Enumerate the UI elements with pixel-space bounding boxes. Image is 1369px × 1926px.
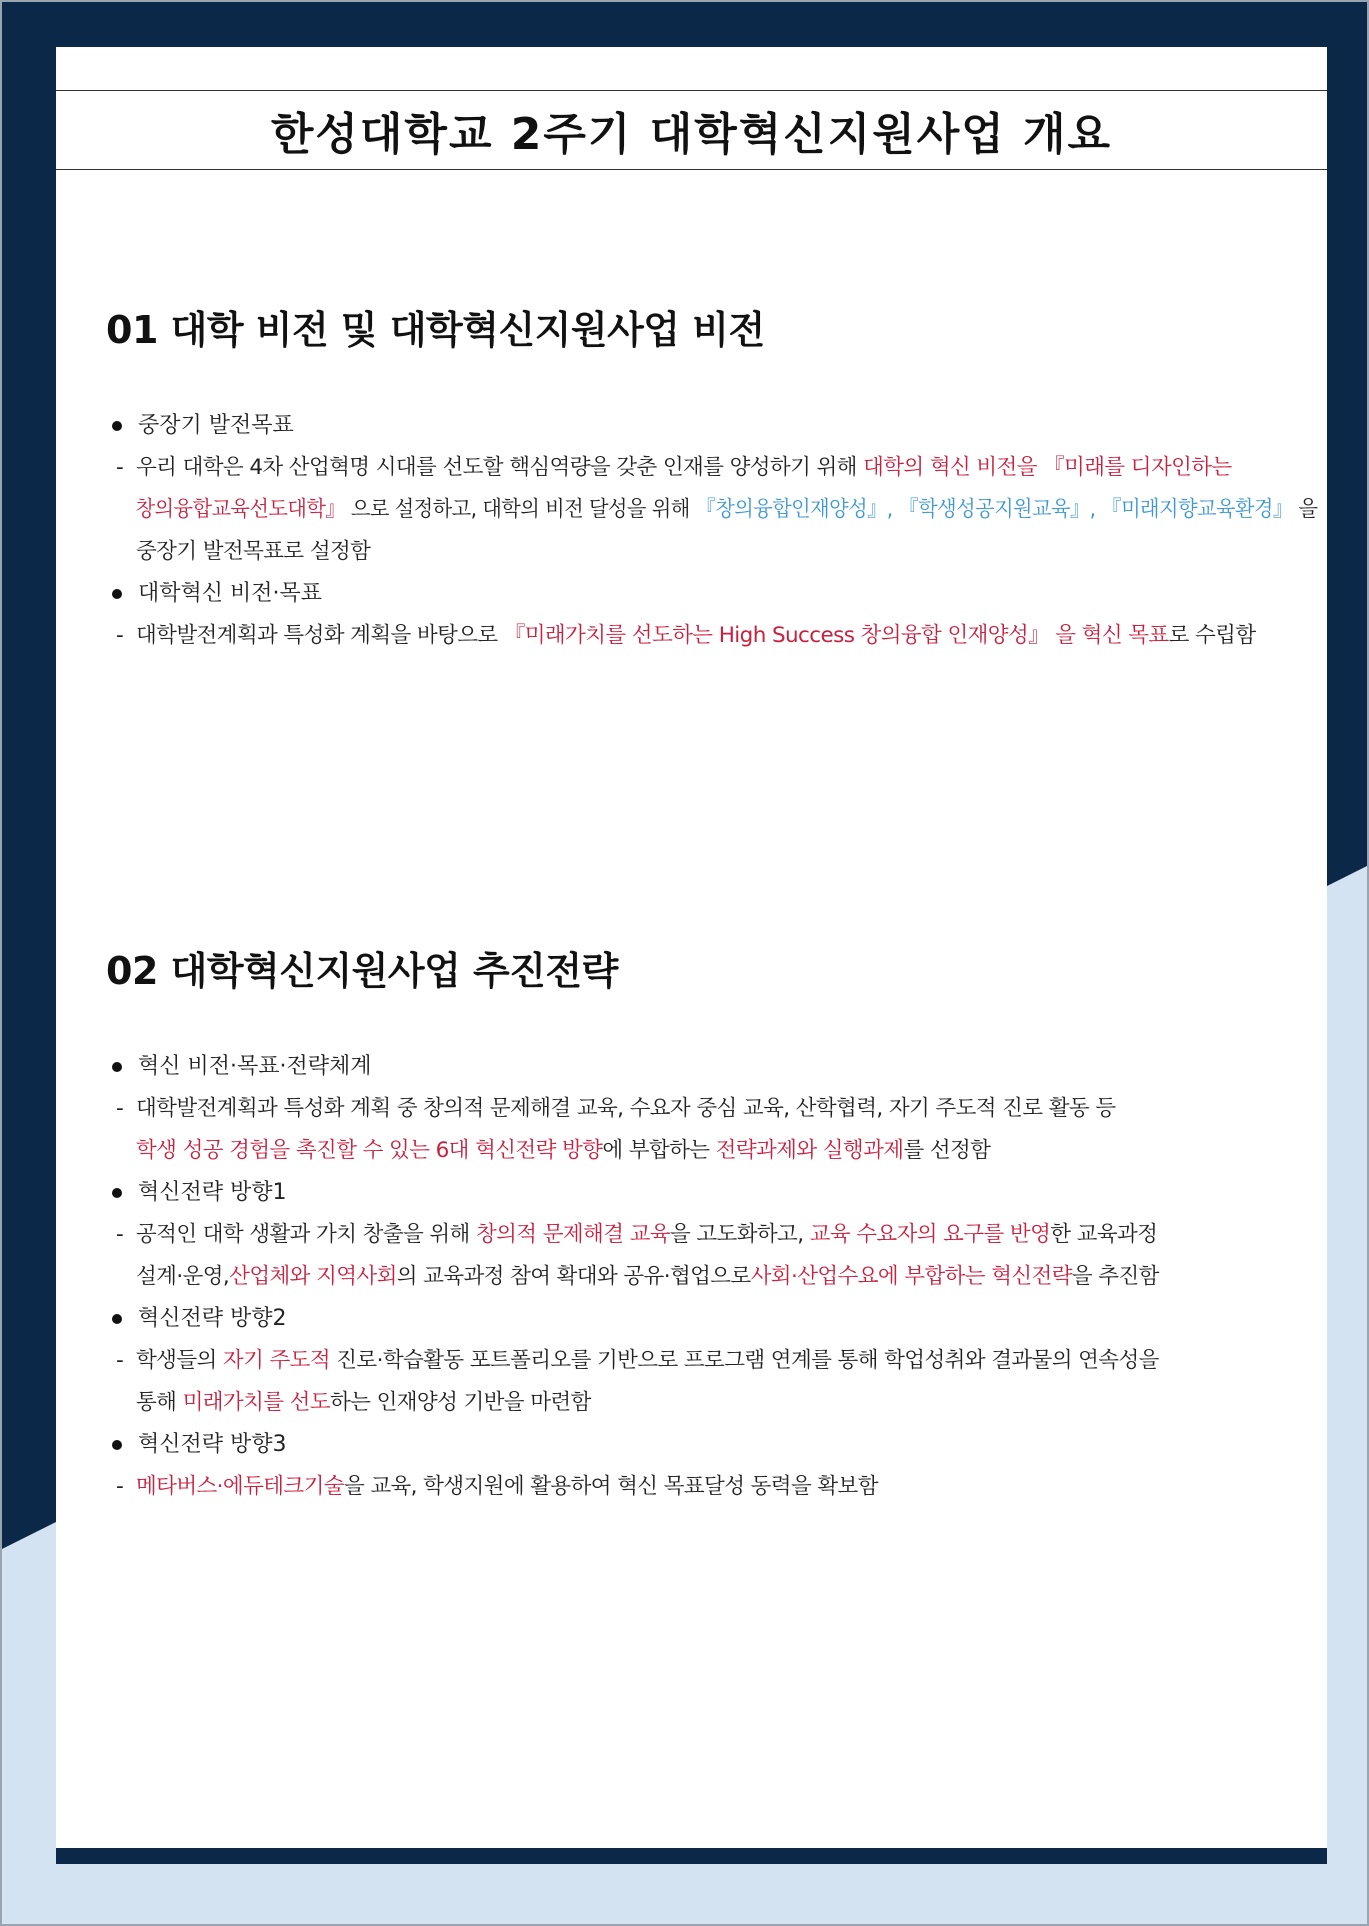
text-run: 에 부합하는 <box>602 1138 716 1163</box>
section-2-paragraph-3 <box>106 1340 1306 1424</box>
dash-marker: - <box>116 1474 124 1499</box>
highlight-text: 전략과제와 실행과제 <box>715 1138 904 1163</box>
paragraph-line: 중장기 발전목표로 설정함 <box>136 539 371 564</box>
text-run: 의 교육과정 참여 확대와 공유·협업으로 <box>396 1264 751 1289</box>
highlight-text: 교육 수요자의 요구를 반영 <box>809 1222 1051 1247</box>
text-run: 학생들의 <box>136 1348 223 1373</box>
text-run: 우리 대학은 4차 산업혁명 시대를 선도할 핵심역량을 갖춘 인재를 양성하기 위해 <box>136 455 864 480</box>
highlight-text: 사회·산업수요에 부합하는 혁신전략 <box>750 1264 1072 1289</box>
paragraph-line <box>128 1130 1306 1172</box>
section-2-bullet-2: 혁신전략 방향1 <box>106 1172 1306 1214</box>
paragraph-line <box>128 489 1318 531</box>
highlight-text-blue: 『창의융합인재양성』, 『학생성공지원교육』, 『미래지향교육환경』 <box>695 497 1293 522</box>
paragraph-line: 대학발전계획과 특성화 계획 중 창의적 문제해결 교육, 수요자 중심 교육, 산학협력, 자기 주도적 진로 활동 등 <box>136 1096 1116 1121</box>
dash-marker: - <box>116 1348 124 1373</box>
text-run: 으로 설정하고, 대학의 비전 달성을 위해 <box>344 497 696 522</box>
highlight-text: 『미래가치를 선도하는 High Success 창의융합 인재양성』 을 혁신 목표 <box>503 623 1169 648</box>
section-1-bullet-2: 대학혁신 비전·목표 <box>106 573 1306 615</box>
highlight-text: 자기 주도적 <box>222 1348 331 1373</box>
paragraph-line <box>128 615 1306 657</box>
section-2-bullet-1: 혁신 비전·목표·전략체계 <box>106 1046 1306 1088</box>
text-run: 공적인 대학 생활과 가치 창출을 위해 <box>136 1222 476 1247</box>
highlight-text: 학생 성공 경험을 촉진할 수 있는 6대 혁신전략 방향 <box>136 1138 603 1163</box>
text-run: 을 교육, 학생지원에 활용하여 혁신 목표달성 동력을 확보함 <box>343 1474 878 1499</box>
text-run: 하는 인재양성 기반을 마련함 <box>330 1390 591 1415</box>
text-run: 을 고도화하고, <box>669 1222 810 1247</box>
text-run: 로 수립함 <box>1168 623 1256 648</box>
title-bar <box>56 90 1327 170</box>
section-1-paragraph-2 <box>106 615 1306 657</box>
paragraph-line <box>128 1214 1306 1256</box>
paragraph-line <box>128 1340 1306 1382</box>
highlight-text: 창의융합교육선도대학』 <box>135 497 345 522</box>
document-page <box>56 47 1327 1854</box>
text-run: 을 추진함 <box>1071 1264 1159 1289</box>
highlight-text: 메타버스·에듀테크기술 <box>136 1474 344 1499</box>
text-run: 진로·학습활동 포트폴리오를 기반으로 프로그램 연계를 통해 학업성취와 결과물의 연속성을 <box>330 1348 1159 1373</box>
section-1-body <box>106 405 1318 657</box>
text-run: 한 교육과정 <box>1050 1222 1158 1247</box>
dash-marker: - <box>116 1096 124 1121</box>
dash-marker: - <box>116 623 124 648</box>
text-run: 통해 <box>136 1390 183 1415</box>
paragraph-line <box>128 1466 1306 1508</box>
highlight-text: 대학의 혁신 비전을 『미래를 디자인하는 <box>863 455 1232 480</box>
section-2-bullet-4: 혁신전략 방향3 <box>106 1424 1306 1466</box>
text-run: 를 선정함 <box>903 1138 991 1163</box>
paragraph-line <box>128 1256 1306 1298</box>
text-run: 을 <box>1292 497 1318 522</box>
section-2-heading: 02 대학혁신지원사업 추진전략 <box>106 949 618 993</box>
paragraph-line <box>128 1382 1306 1424</box>
text-run: 설계·운영, <box>136 1264 230 1289</box>
section-1-paragraph-1 <box>106 447 1318 573</box>
dash-marker: - <box>116 1222 124 1247</box>
paragraph-line <box>128 447 1306 489</box>
section-2-bullet-3: 혁신전략 방향2 <box>106 1298 1306 1340</box>
section-1-heading: 01 대학 비전 및 대학혁신지원사업 비전 <box>106 308 765 352</box>
text-run: 대학발전계획과 특성화 계획을 바탕으로 <box>136 623 504 648</box>
highlight-text: 미래가치를 선도 <box>182 1390 330 1415</box>
dash-marker: - <box>116 455 124 480</box>
section-2-paragraph-4 <box>106 1466 1306 1508</box>
highlight-text: 산업체와 지역사회 <box>229 1264 397 1289</box>
section-2-paragraph-1 <box>106 1088 1306 1172</box>
footer-bar <box>56 1848 1327 1864</box>
highlight-text: 창의적 문제해결 교육 <box>475 1222 670 1247</box>
section-1-bullet-1: 중장기 발전목표 <box>106 405 1306 447</box>
page-title: 한성대학교 2주기 대학혁신지원사업 개요 <box>270 109 1113 160</box>
section-2-body <box>106 1046 1306 1508</box>
section-2-paragraph-2 <box>106 1214 1306 1298</box>
